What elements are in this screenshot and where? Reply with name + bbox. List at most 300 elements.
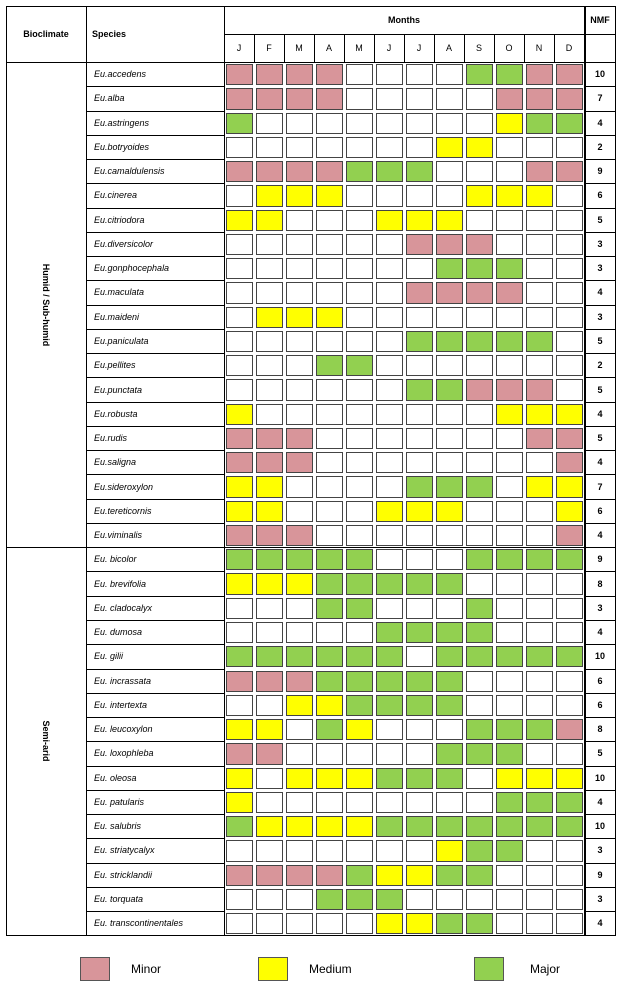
nmf-value: 2 bbox=[597, 360, 603, 371]
grid-line bbox=[86, 256, 224, 257]
grid-line bbox=[584, 499, 616, 500]
month-cell bbox=[496, 210, 523, 231]
month-cell bbox=[556, 379, 583, 400]
month-cell bbox=[286, 695, 313, 716]
grid-line bbox=[86, 474, 224, 475]
nmf-value: 6 bbox=[597, 190, 603, 201]
month-cell bbox=[436, 598, 463, 619]
month-cell bbox=[466, 282, 493, 303]
month-cell bbox=[526, 525, 553, 546]
month-cell bbox=[406, 598, 433, 619]
month-cell bbox=[436, 234, 463, 255]
month-cell bbox=[466, 695, 493, 716]
month-cell bbox=[256, 840, 283, 861]
grid-line bbox=[86, 790, 224, 791]
month-cell bbox=[496, 331, 523, 352]
species-name: Eu. oleosa bbox=[94, 772, 137, 783]
species-name: Eu.citriodora bbox=[94, 214, 145, 225]
month-cell bbox=[346, 355, 373, 376]
month-cell bbox=[346, 234, 373, 255]
grid-line bbox=[86, 426, 224, 427]
species-name: Eu.maideni bbox=[94, 311, 140, 322]
month-cell bbox=[286, 598, 313, 619]
grid-line bbox=[404, 34, 405, 62]
nmf-value: 5 bbox=[597, 384, 603, 395]
grid-line bbox=[584, 280, 616, 281]
month-cell bbox=[226, 549, 253, 570]
month-cell bbox=[436, 646, 463, 667]
month-header: A bbox=[325, 43, 332, 53]
month-cell bbox=[406, 573, 433, 594]
month-cell bbox=[466, 525, 493, 546]
month-cell bbox=[556, 768, 583, 789]
month-cell bbox=[406, 88, 433, 109]
month-cell bbox=[556, 307, 583, 328]
month-cell bbox=[376, 865, 403, 886]
month-cell bbox=[376, 768, 403, 789]
month-cell bbox=[286, 258, 313, 279]
month-cell bbox=[436, 622, 463, 643]
month-cell bbox=[526, 792, 553, 813]
month-cell bbox=[466, 185, 493, 206]
month-cell bbox=[256, 695, 283, 716]
month-cell bbox=[286, 549, 313, 570]
month-cell bbox=[466, 622, 493, 643]
month-cell bbox=[346, 379, 373, 400]
month-cell bbox=[406, 549, 433, 570]
month-cell bbox=[436, 865, 463, 886]
month-cell bbox=[556, 913, 583, 934]
month-cell bbox=[376, 743, 403, 764]
species-name: Eu.gonphocephala bbox=[94, 263, 170, 274]
month-cell bbox=[256, 161, 283, 182]
month-cell bbox=[466, 476, 493, 497]
month-cell bbox=[346, 622, 373, 643]
month-cell bbox=[526, 331, 553, 352]
month-header: S bbox=[475, 43, 482, 53]
month-cell bbox=[286, 379, 313, 400]
month-cell bbox=[466, 792, 493, 813]
month-cell bbox=[346, 719, 373, 740]
month-cell bbox=[316, 646, 343, 667]
month-cell bbox=[556, 792, 583, 813]
month-cell bbox=[466, 549, 493, 570]
month-cell bbox=[346, 428, 373, 449]
nmf-value: 4 bbox=[597, 796, 603, 807]
month-cell bbox=[316, 840, 343, 861]
month-cell bbox=[406, 913, 433, 934]
grid-line bbox=[584, 208, 616, 209]
month-cell bbox=[316, 234, 343, 255]
month-cell bbox=[466, 234, 493, 255]
month-cell bbox=[346, 865, 373, 886]
month-cell bbox=[346, 573, 373, 594]
species-name: Eu.maculata bbox=[94, 287, 145, 298]
grid-line bbox=[584, 741, 616, 742]
grid-line bbox=[284, 34, 285, 62]
month-cell bbox=[346, 476, 373, 497]
month-cell bbox=[256, 331, 283, 352]
month-cell bbox=[256, 816, 283, 837]
nmf-value: 8 bbox=[597, 724, 603, 735]
month-cell bbox=[316, 743, 343, 764]
nmf-value: 5 bbox=[597, 748, 603, 759]
grid-line bbox=[584, 766, 616, 767]
month-cell bbox=[316, 307, 343, 328]
month-header: F bbox=[266, 43, 272, 53]
legend-label-major: Major bbox=[530, 962, 561, 976]
month-cell bbox=[286, 476, 313, 497]
month-cell bbox=[376, 185, 403, 206]
month-cell bbox=[316, 113, 343, 134]
grid-line bbox=[584, 863, 616, 864]
month-cell bbox=[496, 307, 523, 328]
month-cell bbox=[556, 865, 583, 886]
month-cell bbox=[376, 598, 403, 619]
month-cell bbox=[406, 404, 433, 425]
month-cell bbox=[316, 404, 343, 425]
month-cell bbox=[256, 598, 283, 619]
grid-line bbox=[584, 86, 616, 87]
species-name: Eu.astringens bbox=[94, 117, 150, 128]
month-cell bbox=[226, 889, 253, 910]
grid-line bbox=[524, 34, 525, 62]
month-cell bbox=[286, 428, 313, 449]
month-cell bbox=[376, 307, 403, 328]
month-cell bbox=[496, 913, 523, 934]
month-cell bbox=[346, 501, 373, 522]
month-cell bbox=[406, 355, 433, 376]
month-cell bbox=[226, 258, 253, 279]
month-cell bbox=[406, 622, 433, 643]
month-cell bbox=[526, 501, 553, 522]
month-cell bbox=[526, 113, 553, 134]
grid-line bbox=[86, 377, 224, 378]
month-cell bbox=[256, 355, 283, 376]
month-cell bbox=[286, 792, 313, 813]
month-cell bbox=[346, 889, 373, 910]
month-cell bbox=[226, 88, 253, 109]
month-cell bbox=[436, 476, 463, 497]
month-cell bbox=[256, 137, 283, 158]
month-cell bbox=[346, 307, 373, 328]
month-cell bbox=[376, 792, 403, 813]
grid-line bbox=[86, 766, 224, 767]
grid-line bbox=[314, 34, 315, 62]
grid-line bbox=[86, 402, 224, 403]
month-cell bbox=[256, 379, 283, 400]
month-cell bbox=[526, 889, 553, 910]
month-cell bbox=[226, 161, 253, 182]
header-species: Species bbox=[92, 29, 127, 39]
month-cell bbox=[376, 88, 403, 109]
month-cell bbox=[406, 282, 433, 303]
month-cell bbox=[286, 840, 313, 861]
month-cell bbox=[256, 865, 283, 886]
month-cell bbox=[376, 622, 403, 643]
month-cell bbox=[316, 64, 343, 85]
month-cell bbox=[286, 743, 313, 764]
month-cell bbox=[406, 719, 433, 740]
nmf-value: 3 bbox=[597, 263, 603, 274]
month-cell bbox=[526, 379, 553, 400]
grid-line bbox=[584, 693, 616, 694]
month-cell bbox=[526, 573, 553, 594]
grid-line bbox=[434, 34, 435, 62]
month-cell bbox=[256, 404, 283, 425]
month-cell bbox=[256, 307, 283, 328]
month-cell bbox=[256, 234, 283, 255]
month-cell bbox=[436, 282, 463, 303]
grid-line bbox=[86, 280, 224, 281]
month-cell bbox=[496, 88, 523, 109]
grid-line bbox=[374, 34, 375, 62]
grid-line bbox=[86, 135, 224, 136]
month-cell bbox=[226, 719, 253, 740]
month-cell bbox=[376, 549, 403, 570]
grid-line bbox=[584, 329, 616, 330]
month-cell bbox=[376, 573, 403, 594]
grid-line bbox=[224, 6, 225, 935]
month-cell bbox=[496, 258, 523, 279]
month-cell bbox=[406, 865, 433, 886]
month-cell bbox=[376, 671, 403, 692]
month-cell bbox=[256, 646, 283, 667]
legend bbox=[0, 940, 622, 1002]
month-cell bbox=[316, 622, 343, 643]
month-cell bbox=[436, 379, 463, 400]
grid-line bbox=[86, 741, 224, 742]
month-cell bbox=[496, 719, 523, 740]
month-cell bbox=[256, 428, 283, 449]
grid-line bbox=[6, 547, 616, 548]
species-name: Eu. incrassata bbox=[94, 675, 152, 686]
month-cell bbox=[286, 88, 313, 109]
species-name: Eu. gilii bbox=[94, 651, 124, 662]
month-cell bbox=[376, 646, 403, 667]
month-cell bbox=[256, 622, 283, 643]
month-cell bbox=[406, 646, 433, 667]
month-cell bbox=[436, 768, 463, 789]
species-name: Eu.diversicolor bbox=[94, 238, 154, 249]
grid-line bbox=[6, 6, 616, 7]
month-cell bbox=[256, 671, 283, 692]
month-cell bbox=[286, 210, 313, 231]
month-cell bbox=[226, 840, 253, 861]
month-cell bbox=[436, 137, 463, 158]
month-cell bbox=[316, 258, 343, 279]
month-cell bbox=[286, 889, 313, 910]
nmf-value: 7 bbox=[597, 481, 603, 492]
month-cell bbox=[556, 331, 583, 352]
grid-line bbox=[86, 329, 224, 330]
month-cell bbox=[406, 307, 433, 328]
grid-line bbox=[86, 523, 224, 524]
month-cell bbox=[286, 307, 313, 328]
species-name: Eu. cladocalyx bbox=[94, 602, 153, 613]
month-cell bbox=[496, 549, 523, 570]
species-name: Eu.cinerea bbox=[94, 190, 138, 201]
nmf-value: 10 bbox=[594, 821, 605, 832]
month-cell bbox=[376, 282, 403, 303]
grid-line bbox=[86, 208, 224, 209]
nmf-value: 3 bbox=[597, 845, 603, 856]
grid-line bbox=[86, 911, 224, 912]
month-cell bbox=[406, 501, 433, 522]
month-cell bbox=[226, 622, 253, 643]
month-cell bbox=[556, 258, 583, 279]
month-cell bbox=[466, 743, 493, 764]
month-cell bbox=[226, 816, 253, 837]
month-cell bbox=[556, 137, 583, 158]
grid-line bbox=[584, 717, 616, 718]
month-cell bbox=[406, 695, 433, 716]
month-cell bbox=[466, 598, 493, 619]
month-cell bbox=[526, 743, 553, 764]
month-cell bbox=[346, 671, 373, 692]
month-header: M bbox=[355, 43, 363, 53]
month-cell bbox=[316, 379, 343, 400]
month-cell bbox=[526, 695, 553, 716]
month-cell bbox=[436, 210, 463, 231]
grid-line bbox=[584, 232, 616, 233]
month-cell bbox=[286, 525, 313, 546]
grid-line bbox=[86, 887, 224, 888]
species-name: Eu.botryoides bbox=[94, 141, 150, 152]
grid-line bbox=[6, 935, 616, 936]
month-cell bbox=[286, 913, 313, 934]
month-cell bbox=[256, 792, 283, 813]
species-name: Eu.accedens bbox=[94, 69, 147, 80]
month-cell bbox=[496, 282, 523, 303]
month-cell bbox=[376, 840, 403, 861]
grid-line bbox=[86, 305, 224, 306]
grid-line bbox=[86, 838, 224, 839]
month-cell bbox=[286, 234, 313, 255]
grid-line bbox=[86, 571, 224, 572]
month-cell bbox=[556, 210, 583, 231]
grid-line bbox=[86, 86, 224, 87]
month-cell bbox=[376, 161, 403, 182]
species-name: Eu. leucoxylon bbox=[94, 724, 153, 735]
month-cell bbox=[436, 840, 463, 861]
month-cell bbox=[526, 355, 553, 376]
grid-line bbox=[86, 111, 224, 112]
month-cell bbox=[436, 113, 463, 134]
month-cell bbox=[406, 525, 433, 546]
grid-line bbox=[86, 644, 224, 645]
nmf-value: 6 bbox=[597, 675, 603, 686]
month-cell bbox=[406, 428, 433, 449]
month-cell bbox=[436, 88, 463, 109]
species-name: Eu. loxophleba bbox=[94, 748, 154, 759]
species-name: Eu.camaldulensis bbox=[94, 166, 165, 177]
month-cell bbox=[346, 549, 373, 570]
month-cell bbox=[346, 695, 373, 716]
grid-line bbox=[584, 256, 616, 257]
species-name: Eu. intertexta bbox=[94, 699, 148, 710]
bioclimate-label: Humid / Sub-humid bbox=[41, 263, 51, 346]
month-header: N bbox=[535, 43, 543, 53]
month-cell bbox=[406, 889, 433, 910]
month-cell bbox=[436, 185, 463, 206]
month-cell bbox=[556, 161, 583, 182]
month-cell bbox=[496, 161, 523, 182]
species-name: Eu.saligna bbox=[94, 457, 137, 468]
month-cell bbox=[286, 501, 313, 522]
month-cell bbox=[346, 816, 373, 837]
month-cell bbox=[226, 768, 253, 789]
legend-swatch-medium bbox=[258, 957, 288, 981]
month-cell bbox=[436, 743, 463, 764]
month-cell bbox=[436, 913, 463, 934]
month-cell bbox=[376, 64, 403, 85]
month-cell bbox=[526, 234, 553, 255]
grid-line bbox=[584, 353, 616, 354]
grid-line bbox=[6, 62, 616, 63]
month-cell bbox=[256, 913, 283, 934]
month-cell bbox=[286, 719, 313, 740]
month-cell bbox=[256, 113, 283, 134]
nmf-value: 5 bbox=[597, 433, 603, 444]
flowering-table bbox=[6, 6, 616, 935]
month-cell bbox=[496, 137, 523, 158]
species-name: Eu. striatycalyx bbox=[94, 845, 155, 856]
month-cell bbox=[526, 64, 553, 85]
grid-line bbox=[86, 863, 224, 864]
month-cell bbox=[256, 525, 283, 546]
grid-line bbox=[584, 838, 616, 839]
month-cell bbox=[526, 88, 553, 109]
month-cell bbox=[466, 452, 493, 473]
month-cell bbox=[226, 379, 253, 400]
month-cell bbox=[496, 792, 523, 813]
nmf-value: 3 bbox=[597, 311, 603, 322]
species-name: Eu. dumosa bbox=[94, 627, 143, 638]
month-cell bbox=[406, 743, 433, 764]
nmf-value: 9 bbox=[597, 869, 603, 880]
species-name: Eu. patularis bbox=[94, 796, 145, 807]
month-cell bbox=[556, 743, 583, 764]
month-cell bbox=[406, 64, 433, 85]
grid-line bbox=[86, 499, 224, 500]
month-cell bbox=[316, 282, 343, 303]
month-cell bbox=[406, 671, 433, 692]
month-cell bbox=[466, 768, 493, 789]
grid-line bbox=[584, 474, 616, 475]
month-cell bbox=[436, 695, 463, 716]
month-cell bbox=[316, 210, 343, 231]
month-cell bbox=[226, 404, 253, 425]
month-cell bbox=[316, 161, 343, 182]
species-name: Eu.pellites bbox=[94, 360, 136, 371]
month-cell bbox=[496, 452, 523, 473]
nmf-value: 6 bbox=[597, 699, 603, 710]
month-cell bbox=[256, 768, 283, 789]
month-cell bbox=[376, 355, 403, 376]
nmf-value: 10 bbox=[594, 69, 605, 80]
month-cell bbox=[316, 331, 343, 352]
month-cell bbox=[496, 622, 523, 643]
month-cell bbox=[346, 210, 373, 231]
month-cell bbox=[526, 622, 553, 643]
month-cell bbox=[436, 161, 463, 182]
month-cell bbox=[256, 889, 283, 910]
month-cell bbox=[346, 185, 373, 206]
month-cell bbox=[556, 452, 583, 473]
month-cell bbox=[436, 331, 463, 352]
month-cell bbox=[526, 913, 553, 934]
